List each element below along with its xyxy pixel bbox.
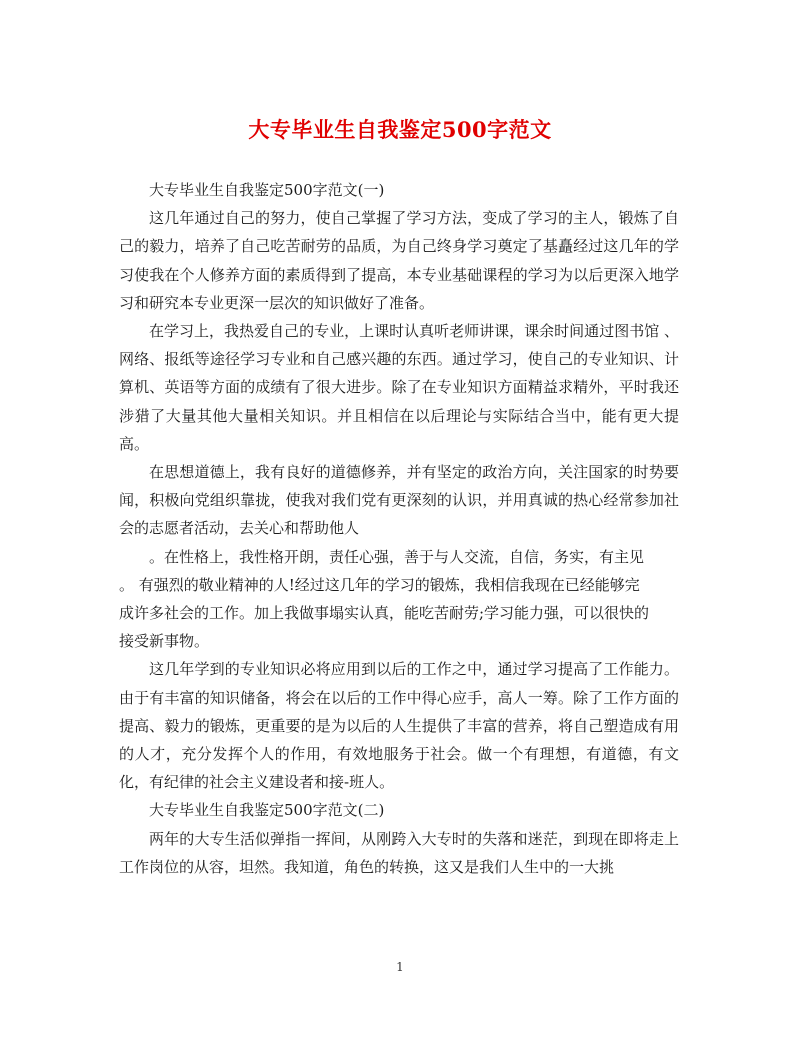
paragraph-character-line-3: 成许多社会的工作。加上我做事塌实认真，能吃苦耐劳;学习能力强，可以很快的 xyxy=(119,604,650,623)
page-number: 1 xyxy=(396,960,404,974)
paragraph-character-line-1: 。在性格上，我性格开朗，责任心强，善于与人交流，自信，务实，有主见 xyxy=(149,547,645,566)
paragraph-effort: 这几年通过自己的努力，使自己掌握了学习方法，变成了学习的主人，锻炼了自己的毅力，培养了自己吃苦耐劳的品质，为自己终身学习奠定了基矗经过这几年的学习使我在个人修养方面的素质得到了提高，本专业基础课程的学习为以后更深入地学习和研究本专业更深一层次的知识做好了准备。 xyxy=(119,209,679,312)
document-title: 大专毕业生自我鉴定500字范文 xyxy=(248,117,552,142)
paragraph-two-years: 两年的大专生活似弹指一挥间，从刚跨入大专时的失落和迷茫，到现在即将走上工作岗位的从容，坦然。我知道，角色的转换，这又是我们人生中的一大挑 xyxy=(119,829,679,876)
section-heading-1: 大专毕业生自我鉴定500字范文(一) xyxy=(149,181,385,199)
paragraph-character-line-2: 。 有强烈的敬业精神的人!经过这几年的学习的锻炼，我相信我现在已经能够完 xyxy=(119,575,640,594)
paragraph-knowledge: 这几年学到的专业知识必将应用到以后的工作之中，通过学习提高了工作能力。由于有丰富的知识储备，将会在以后的工作中得心应手，高人一筹。除了工作方面的提高、毅力的锻炼，更重要的是为以后的人生提供了丰富的营养，将自己塑造成有用的人才，充分发挥个人的作用，有效地服务于社会。做一个有理想，有道德，有文化，有纪律的社会主义建设者和接-班人。 xyxy=(119,660,679,792)
document-body xyxy=(119,176,679,881)
section-heading-2: 大专毕业生自我鉴定500字范文(二) xyxy=(149,801,385,820)
paragraph-character-line-4: 接受新事物。 xyxy=(119,632,210,651)
paragraph-study: 在学习上，我热爱自己的专业，上课时认真听老师讲课，课余时间通过图书馆 、网络、报纸等途径学习专业和自己感兴趣的东西。通过学习，使自己的专业知识、计算机、英语等方面的成绩有了很大进步。除了在专业知识方面精益求精外，平时我还涉猎了大量其他大量相关知识。并且相信在以后理论与实际结合当中，能有更大提高。 xyxy=(119,322,679,453)
paragraph-morality: 在思想道德上，我有良好的道德修养，并有坚定的政治方向，关注国家的时势要闻，积极向党组织靠拢，使我对我们党有更深刻的认识，并用真诚的热心经常参加社会的志愿者活动，去关心和帮助他人 xyxy=(119,463,679,538)
